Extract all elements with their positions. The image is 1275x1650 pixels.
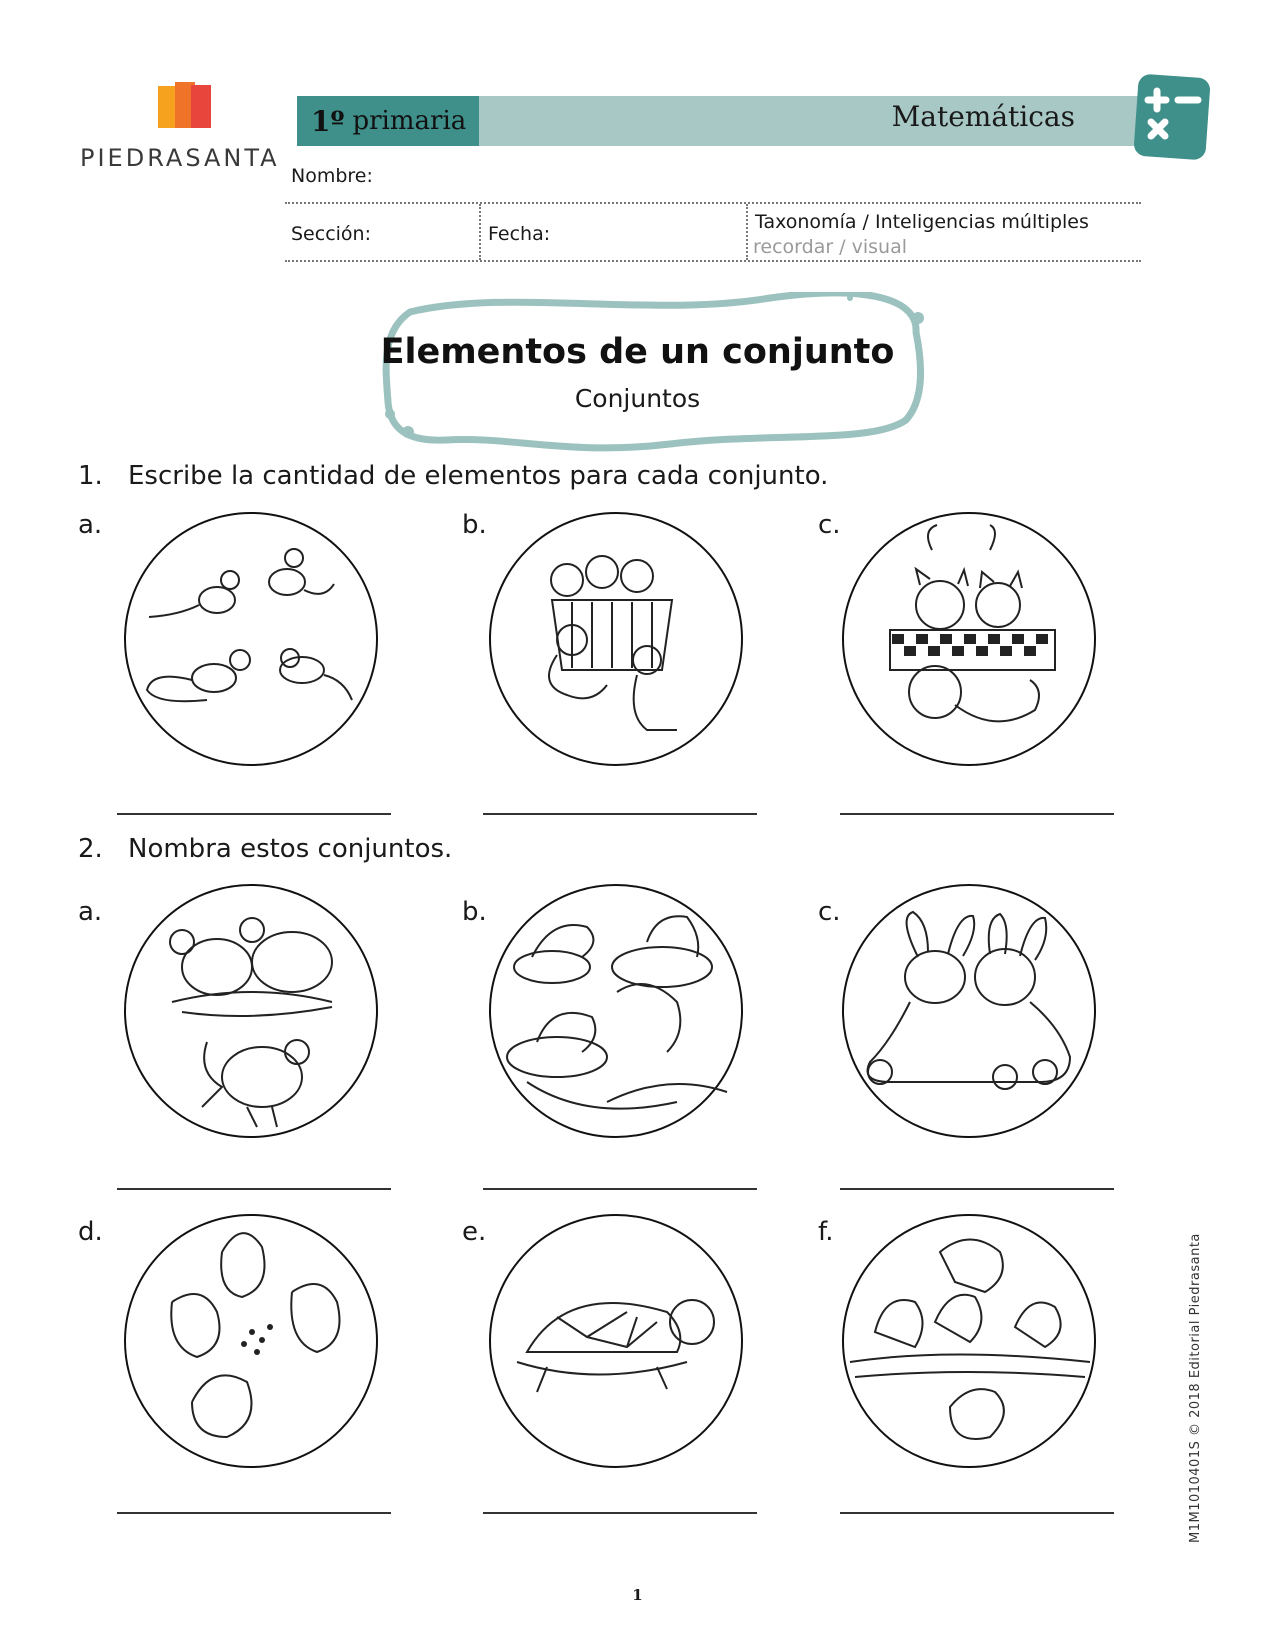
question-2-number: 2. xyxy=(78,834,103,864)
q1-item-a-answer-line[interactable] xyxy=(117,813,391,815)
taxonomy-value: recordar / visual xyxy=(753,236,908,258)
q1-item-b-answer-line[interactable] xyxy=(483,813,757,815)
brand-name: PIEDRASANTA xyxy=(80,144,280,172)
section-divider xyxy=(479,204,481,260)
title-cloud-frame xyxy=(350,292,970,472)
q1-item-a-letter: a. xyxy=(78,510,103,540)
hens-illustration xyxy=(122,882,380,1140)
puppies-illustration xyxy=(487,510,745,768)
rabbits-illustration xyxy=(840,882,1098,1140)
question-1-number: 1. xyxy=(78,461,103,491)
q1-item-b-letter: b. xyxy=(462,510,487,540)
turtle-illustration xyxy=(487,1212,745,1470)
question-2-text: Nombra estos conjuntos. xyxy=(128,834,453,864)
worksheet-subtitle: Conjuntos xyxy=(574,384,701,413)
date-label: Fecha: xyxy=(488,223,551,245)
q2-item-f-answer-line[interactable] xyxy=(840,1512,1114,1514)
piedrasanta-logo-icon xyxy=(158,82,212,130)
name-divider xyxy=(285,202,1141,204)
frogs-illustration xyxy=(487,882,745,1140)
q2-item-e-letter: e. xyxy=(462,1217,487,1247)
q2-item-a-answer-line[interactable] xyxy=(117,1188,391,1190)
grade-label xyxy=(297,96,479,146)
chicks-illustration xyxy=(122,1212,380,1470)
copyright-note: M1M1010401S © 2018 Editorial Piedrasanta xyxy=(1188,1233,1203,1543)
q2-item-d-letter: d. xyxy=(78,1217,103,1247)
date-divider xyxy=(746,204,748,260)
q2-item-a-letter: a. xyxy=(78,897,103,927)
kittens-illustration xyxy=(840,510,1098,768)
grade-text: primaria xyxy=(352,106,467,136)
birds-illustration xyxy=(840,1212,1098,1470)
math-operations-icon xyxy=(1134,74,1210,160)
q2-item-c-answer-line[interactable] xyxy=(840,1188,1114,1190)
worksheet-title: Elementos de un conjunto xyxy=(380,332,895,372)
subject-title: Matemáticas xyxy=(891,100,1075,133)
taxonomy-label: Taxonomía / Inteligencias múltiples xyxy=(755,211,1089,233)
grade-number: 1º xyxy=(311,104,345,138)
question-1-text: Escribe la cantidad de elementos para cada conjunto. xyxy=(128,461,829,491)
form-bottom-divider xyxy=(285,260,1141,262)
q2-item-b-letter: b. xyxy=(462,897,487,927)
q1-item-c-answer-line[interactable] xyxy=(840,813,1114,815)
q2-item-f-letter: f. xyxy=(818,1217,834,1247)
mice-illustration xyxy=(122,510,380,768)
q2-item-c-letter: c. xyxy=(818,897,841,927)
q2-item-b-answer-line[interactable] xyxy=(483,1188,757,1190)
q1-item-c-letter: c. xyxy=(818,510,841,540)
q2-item-d-answer-line[interactable] xyxy=(117,1512,391,1514)
page-number: 1 xyxy=(632,1586,643,1604)
name-label: Nombre: xyxy=(291,165,373,187)
section-label: Sección: xyxy=(291,223,371,245)
q2-item-e-answer-line[interactable] xyxy=(483,1512,757,1514)
